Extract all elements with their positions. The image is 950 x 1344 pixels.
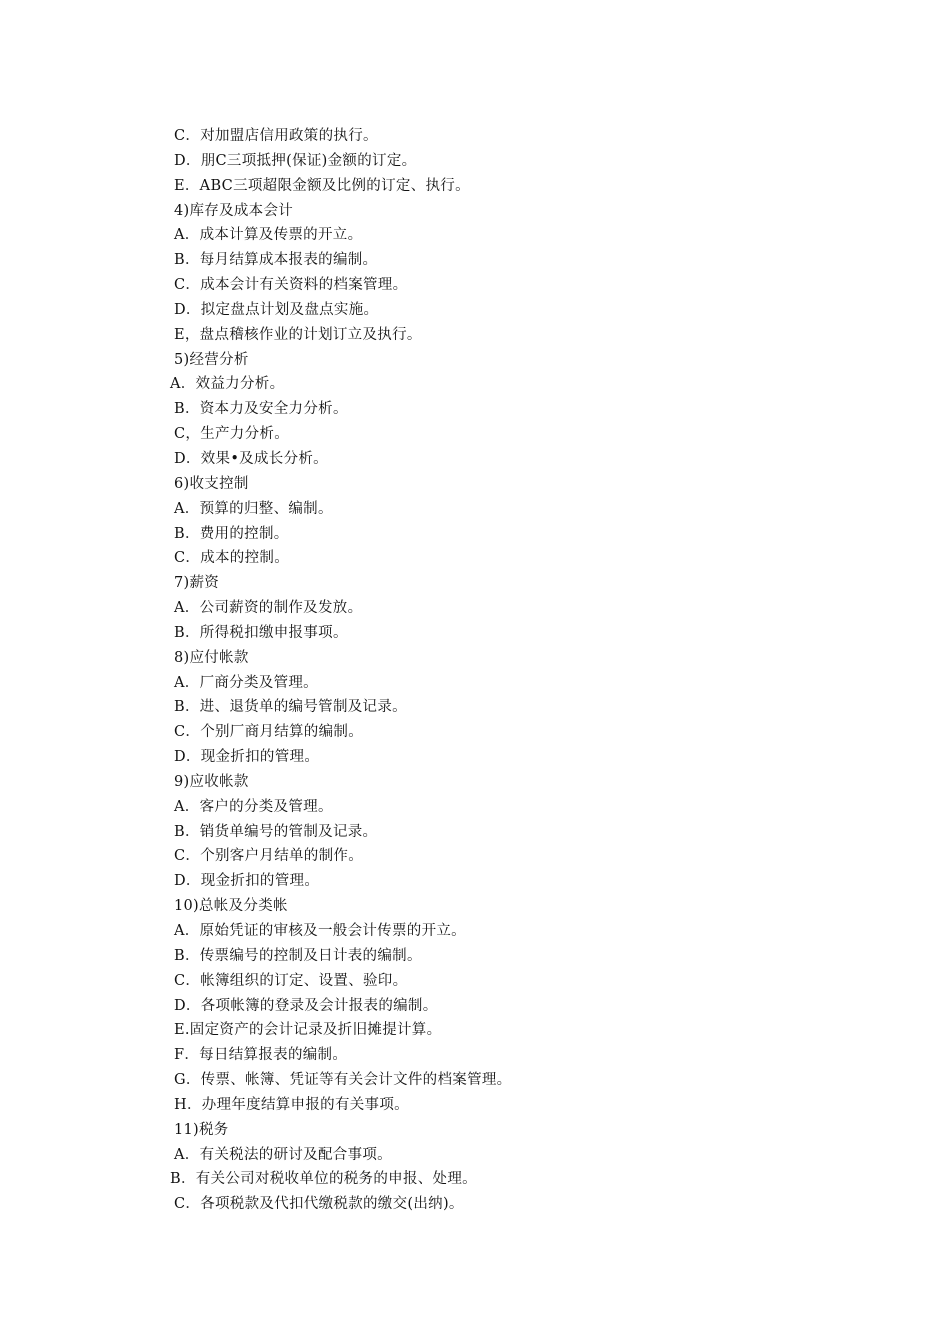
text-line: B．费用的控制。	[174, 525, 289, 542]
text-line: C．各项税款及代扣代缴税款的缴交(出纳)。	[174, 1196, 464, 1213]
text-line: A．成本计算及传票的开立。	[174, 227, 363, 244]
section-heading: 5)经营分析	[174, 351, 249, 368]
text-line: B．传票编号的控制及日计表的编制。	[174, 947, 422, 964]
text-line: E．ABC三项超限金额及比例的订定、执行。	[174, 177, 470, 194]
text-line: A．预算的归整、编制。	[174, 500, 333, 517]
section-heading: 6)收支控制	[174, 475, 249, 492]
text-line: A．客户的分类及管理。	[174, 798, 333, 815]
document-text	[170, 124, 874, 1217]
text-line: E，盘点稽核作业的计划订立及执行。	[174, 326, 422, 343]
text-line: F．每日结算报表的编制。	[174, 1047, 348, 1064]
text-line: C，生产力分析。	[174, 426, 289, 443]
section-heading: 8)应付帐款	[174, 649, 249, 666]
text-line: D．朋C三项抵押(保证)金额的订定。	[174, 152, 417, 169]
section-heading: 7)薪资	[174, 575, 220, 592]
section-heading: 4)库存及成本会计	[174, 202, 294, 219]
text-line: C．帐簿组织的订定、设置、验印。	[174, 972, 408, 989]
text-line: A．厂商分类及管理。	[174, 674, 318, 691]
text-line: D．拟定盘点计划及盘点实施。	[174, 301, 379, 318]
text-line: C．个别厂商月结算的编制。	[174, 724, 363, 741]
text-line: A．原始凭证的审核及一般会计传票的开立。	[174, 923, 466, 939]
text-line: H．办理年度结算申报的有关事项。	[174, 1096, 409, 1113]
text-line: C．对加盟店信用政策的执行。	[174, 128, 378, 144]
section-heading: 9)应收帐款	[174, 773, 249, 790]
text-line: B．销货单编号的管制及记录。	[174, 823, 378, 840]
text-line: G．传票、帐簿、凭证等有关会计文件的档案管理。	[174, 1072, 512, 1089]
text-line: B．进、退货单的编号管制及记录。	[174, 699, 407, 716]
section-heading: 11)税务	[174, 1121, 229, 1138]
text-line: A．有关税法的研讨及配合事项。	[174, 1146, 392, 1163]
text-line: D．各项帐簿的登录及会计报表的编制。	[174, 997, 438, 1014]
text-line: B．所得税扣缴申报事项。	[174, 624, 348, 641]
text-line: D．效果•及成长分析。	[174, 450, 328, 467]
text-line: C．成本的控制。	[174, 550, 289, 567]
text-line: B．有关公司对税收单位的税务的申报、处理。	[170, 1171, 477, 1188]
text-line: A．公司薪资的制作及发放。	[174, 600, 363, 617]
text-line: E.固定资产的会计记录及折旧摊提计算。	[174, 1022, 442, 1039]
text-line: B．资本力及安全力分析。	[174, 401, 348, 418]
text-line: B．每月结算成本报表的编制。	[174, 252, 378, 269]
text-line: D．现金折扣的管理。	[174, 749, 320, 766]
text-line: A．效益力分析。	[170, 376, 285, 393]
text-line: C．成本会计有关资料的档案管理。	[174, 277, 408, 294]
text-line: D．现金折扣的管理。	[174, 873, 320, 890]
text-line: C．个别客户月结单的制作。	[174, 848, 363, 865]
section-heading: 10)总帐及分类帐	[174, 898, 288, 915]
